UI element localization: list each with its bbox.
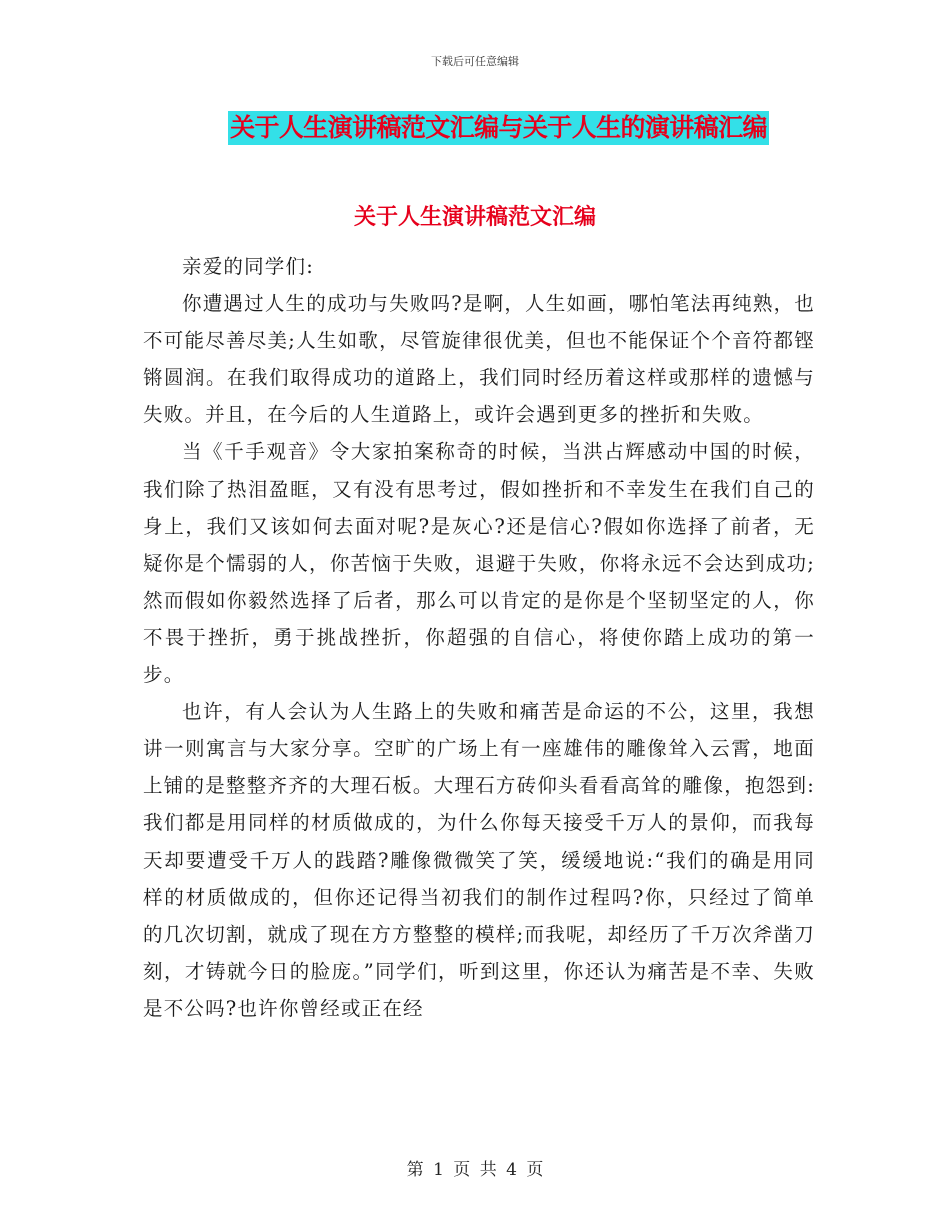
sub-title: 关于人生演讲稿范文汇编 xyxy=(353,205,596,230)
body-paragraph: 你遭遇过人生的成功与失败吗?是啊，人生如画，哪怕笔法再纯熟，也不可能尽善尽美;人生如歌，尽管旋律很优美，但也不能保证个个音符都铿锵圆润。在我们取得成功的道路上，我们同时经历着这样或那样的遗憾与失败。并且，在今后的人生道路上，或许会遇到更多的挫折和失败。 xyxy=(143,292,815,427)
document-body xyxy=(143,248,815,1027)
main-title: 关于人生演讲稿范文汇编与关于人生的演讲稿汇编 xyxy=(228,111,769,145)
page-header-note: 下载后可任意编辑 xyxy=(431,55,519,68)
salutation: 亲爱的同学们: xyxy=(182,255,314,278)
body-paragraph: 当《千手观音》令大家拍案称奇的时候，当洪占辉感动中国的时候，我们除了热泪盈眶，又有没有思考过，假如挫折和不幸发生在我们自己的身上，我们又该如何去面对呢?是灰心?还是信心?假如你选择了前者，无疑你是个懦弱的人，你苦恼于失败，退避于失败，你将永远不会达到成功;然而假如你毅然选择了后者，那么可以肯定的是你是个坚韧坚定的人，你不畏于挫折，勇于挑战挫折，你超强的自信心，将使你踏上成功的第一步。 xyxy=(143,440,815,687)
page-number-footer: 第 1 页 共 4 页 xyxy=(406,1160,544,1180)
body-paragraph: 也许，有人会认为人生路上的失败和痛苦是命运的不公，这里，我想讲一则寓言与大家分享。空旷的广场上有一座雄伟的雕像耸入云霄，地面上铺的是整整齐齐的大理石板。大理石方砖仰头看看高耸的雕像，抱怨到:我们都是用同样的材质做成的，为什么你每天接受千万人的景仰，而我每天却要遭受千万人的践踏?雕像微微笑了笑，缓缓地说:“我们的确是用同样的材质做成的，但你还记得当初我们的制作过程吗?你，只经过了简单的几次切割，就成了现在方方整整的模样;而我呢，却经历了千万次斧凿刀刻，才铸就今日的脸庞。”同学们，听到这里，你还认为痛苦是不幸、失败是不公吗?也许你曾经或正在经 xyxy=(143,700,816,1020)
main-title-container xyxy=(0,111,950,145)
